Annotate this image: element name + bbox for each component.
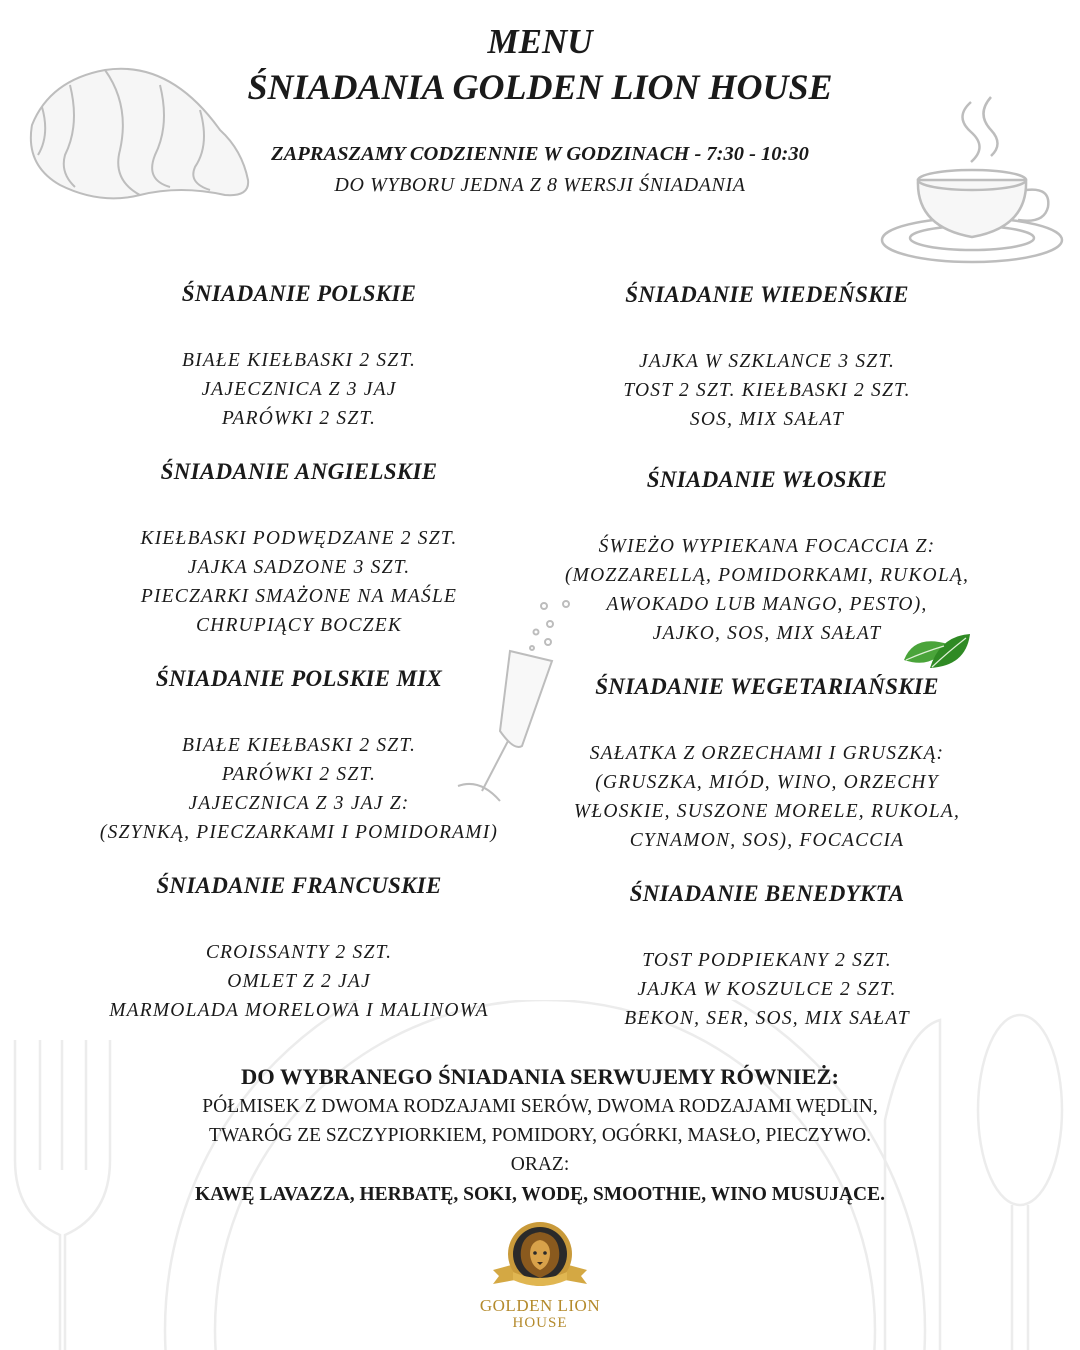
dish-item: JAJECZNICA Z 3 JAJ xyxy=(201,379,397,400)
opening-hours: ZAPRASZAMY CODZIENNIE W GODZINACH - 7:30 - 10:30 xyxy=(271,143,809,165)
extras-line: TWARÓG ZE SZCZYPIORKIEM, POMIDORY, OGÓRKI, MASŁO, PIECZYWO. xyxy=(208,1125,872,1146)
extras-drinks: KAWĘ LAVAZZA, HERBATĘ, SOKI, WODĘ, SMOOTHIE, WINO MUSUJĄCE. xyxy=(194,1184,886,1205)
dish-wiedenskie xyxy=(536,281,998,434)
dish-francuskie xyxy=(60,872,538,1025)
menu-title: MENU xyxy=(487,22,593,61)
dish-item: CYNAMON, SOS), FOCACCIA xyxy=(629,830,905,851)
dish-item: (MOZZARELLĄ, POMIDORKAMI, RUKOLĄ, xyxy=(564,565,970,586)
dish-item: SOS, MIX SAŁAT xyxy=(689,409,845,430)
lion-icon xyxy=(485,1218,595,1294)
dish-benedykta xyxy=(536,880,998,1033)
dish-angielskie xyxy=(60,458,538,640)
dish-name: ŚNIADANIE FRANCUSKIE xyxy=(156,873,442,898)
extras-section xyxy=(0,1062,1080,1210)
dish-item: AWOKADO LUB MANGO, PESTO), xyxy=(606,594,928,615)
logo-line-1: GOLDEN LION xyxy=(479,1296,601,1315)
dish-item: OMLET Z 2 JAJ xyxy=(227,971,371,992)
dish-item: PIECZARKI SMAŻONE NA MAŚLE xyxy=(140,586,458,607)
dish-name: ŚNIADANIE WŁOSKIE xyxy=(646,467,888,492)
dish-name: ŚNIADANIE ANGIELSKIE xyxy=(160,459,438,484)
dish-item: SAŁATKA Z ORZECHAMI I GRUSZKĄ: xyxy=(589,743,945,764)
dish-name: ŚNIADANIE WEGETARIAŃSKIE xyxy=(595,674,939,699)
dish-item: TOST 2 SZT. KIEŁBASKI 2 SZT. xyxy=(623,380,911,401)
dish-item: (GRUSZKA, MIÓD, WINO, ORZECHY xyxy=(595,772,939,793)
dish-item: PARÓWKI 2 SZT. xyxy=(221,764,377,785)
dish-polskie xyxy=(60,280,538,433)
extras-heading: DO WYBRANEGO ŚNIADANIA SERWUJEMY RÓWNIEŻ: xyxy=(240,1064,840,1089)
dish-item: CROISSANTY 2 SZT. xyxy=(205,942,393,963)
dish-polskie-mix xyxy=(60,665,538,847)
dish-item: JAJECZNICA Z 3 JAJ Z: xyxy=(188,793,410,814)
dish-item: BIAŁE KIEŁBASKI 2 SZT. xyxy=(181,350,417,371)
dish-item: MARMOLADA MORELOWA I MALINOWA xyxy=(109,1000,489,1021)
logo-line-2: HOUSE xyxy=(512,1315,568,1331)
dish-wloskie xyxy=(536,466,998,648)
dish-item: ŚWIEŻO WYPIEKANA FOCACCIA Z: xyxy=(598,536,936,557)
dish-item: BEKON, SER, SOS, MIX SAŁAT xyxy=(624,1008,910,1029)
extras-line: PÓŁMISEK Z DWOMA RODZAJAMI SERÓW, DWOMA RODZAJAMI WĘDLIN, xyxy=(202,1096,878,1117)
dish-name: ŚNIADANIE WIEDEŃSKIE xyxy=(625,282,909,307)
extras-line: ORAZ: xyxy=(510,1154,570,1175)
dish-name: ŚNIADANIE POLSKIE MIX xyxy=(155,666,443,691)
dish-name: ŚNIADANIE POLSKIE xyxy=(181,281,417,306)
dish-name: ŚNIADANIE BENEDYKTA xyxy=(629,881,905,906)
dish-item: JAJKA W KOSZULCE 2 SZT. xyxy=(637,979,897,1000)
dish-item: BIAŁE KIEŁBASKI 2 SZT. xyxy=(181,735,417,756)
dish-item: WŁOSKIE, SUSZONE MORELE, RUKOLA, xyxy=(573,801,961,822)
dish-item: CHRUPIĄCY BOCZEK xyxy=(195,615,403,636)
dish-item: JAJKA W SZKLANCE 3 SZT. xyxy=(638,351,896,372)
dish-item: KIEŁBASKI PODWĘDZANE 2 SZT. xyxy=(140,528,458,549)
dish-item: JAJKA SADZONE 3 SZT. xyxy=(187,557,411,578)
dish-item: JAJKO, SOS, MIX SAŁAT xyxy=(652,623,882,644)
dish-item: TOST PODPIEKANY 2 SZT. xyxy=(642,950,892,971)
choice-note: DO WYBORU JEDNA Z 8 WERSJI ŚNIADANIA xyxy=(334,174,746,196)
dish-wegetarianskie xyxy=(536,673,998,855)
dish-item: (SZYNKĄ, PIECZARKAMI I POMIDORAMI) xyxy=(99,822,499,843)
golden-lion-logo xyxy=(470,1218,610,1336)
menu-subtitle: ŚNIADANIA GOLDEN LION HOUSE xyxy=(247,67,833,107)
dish-item: PARÓWKI 2 SZT. xyxy=(221,408,377,429)
